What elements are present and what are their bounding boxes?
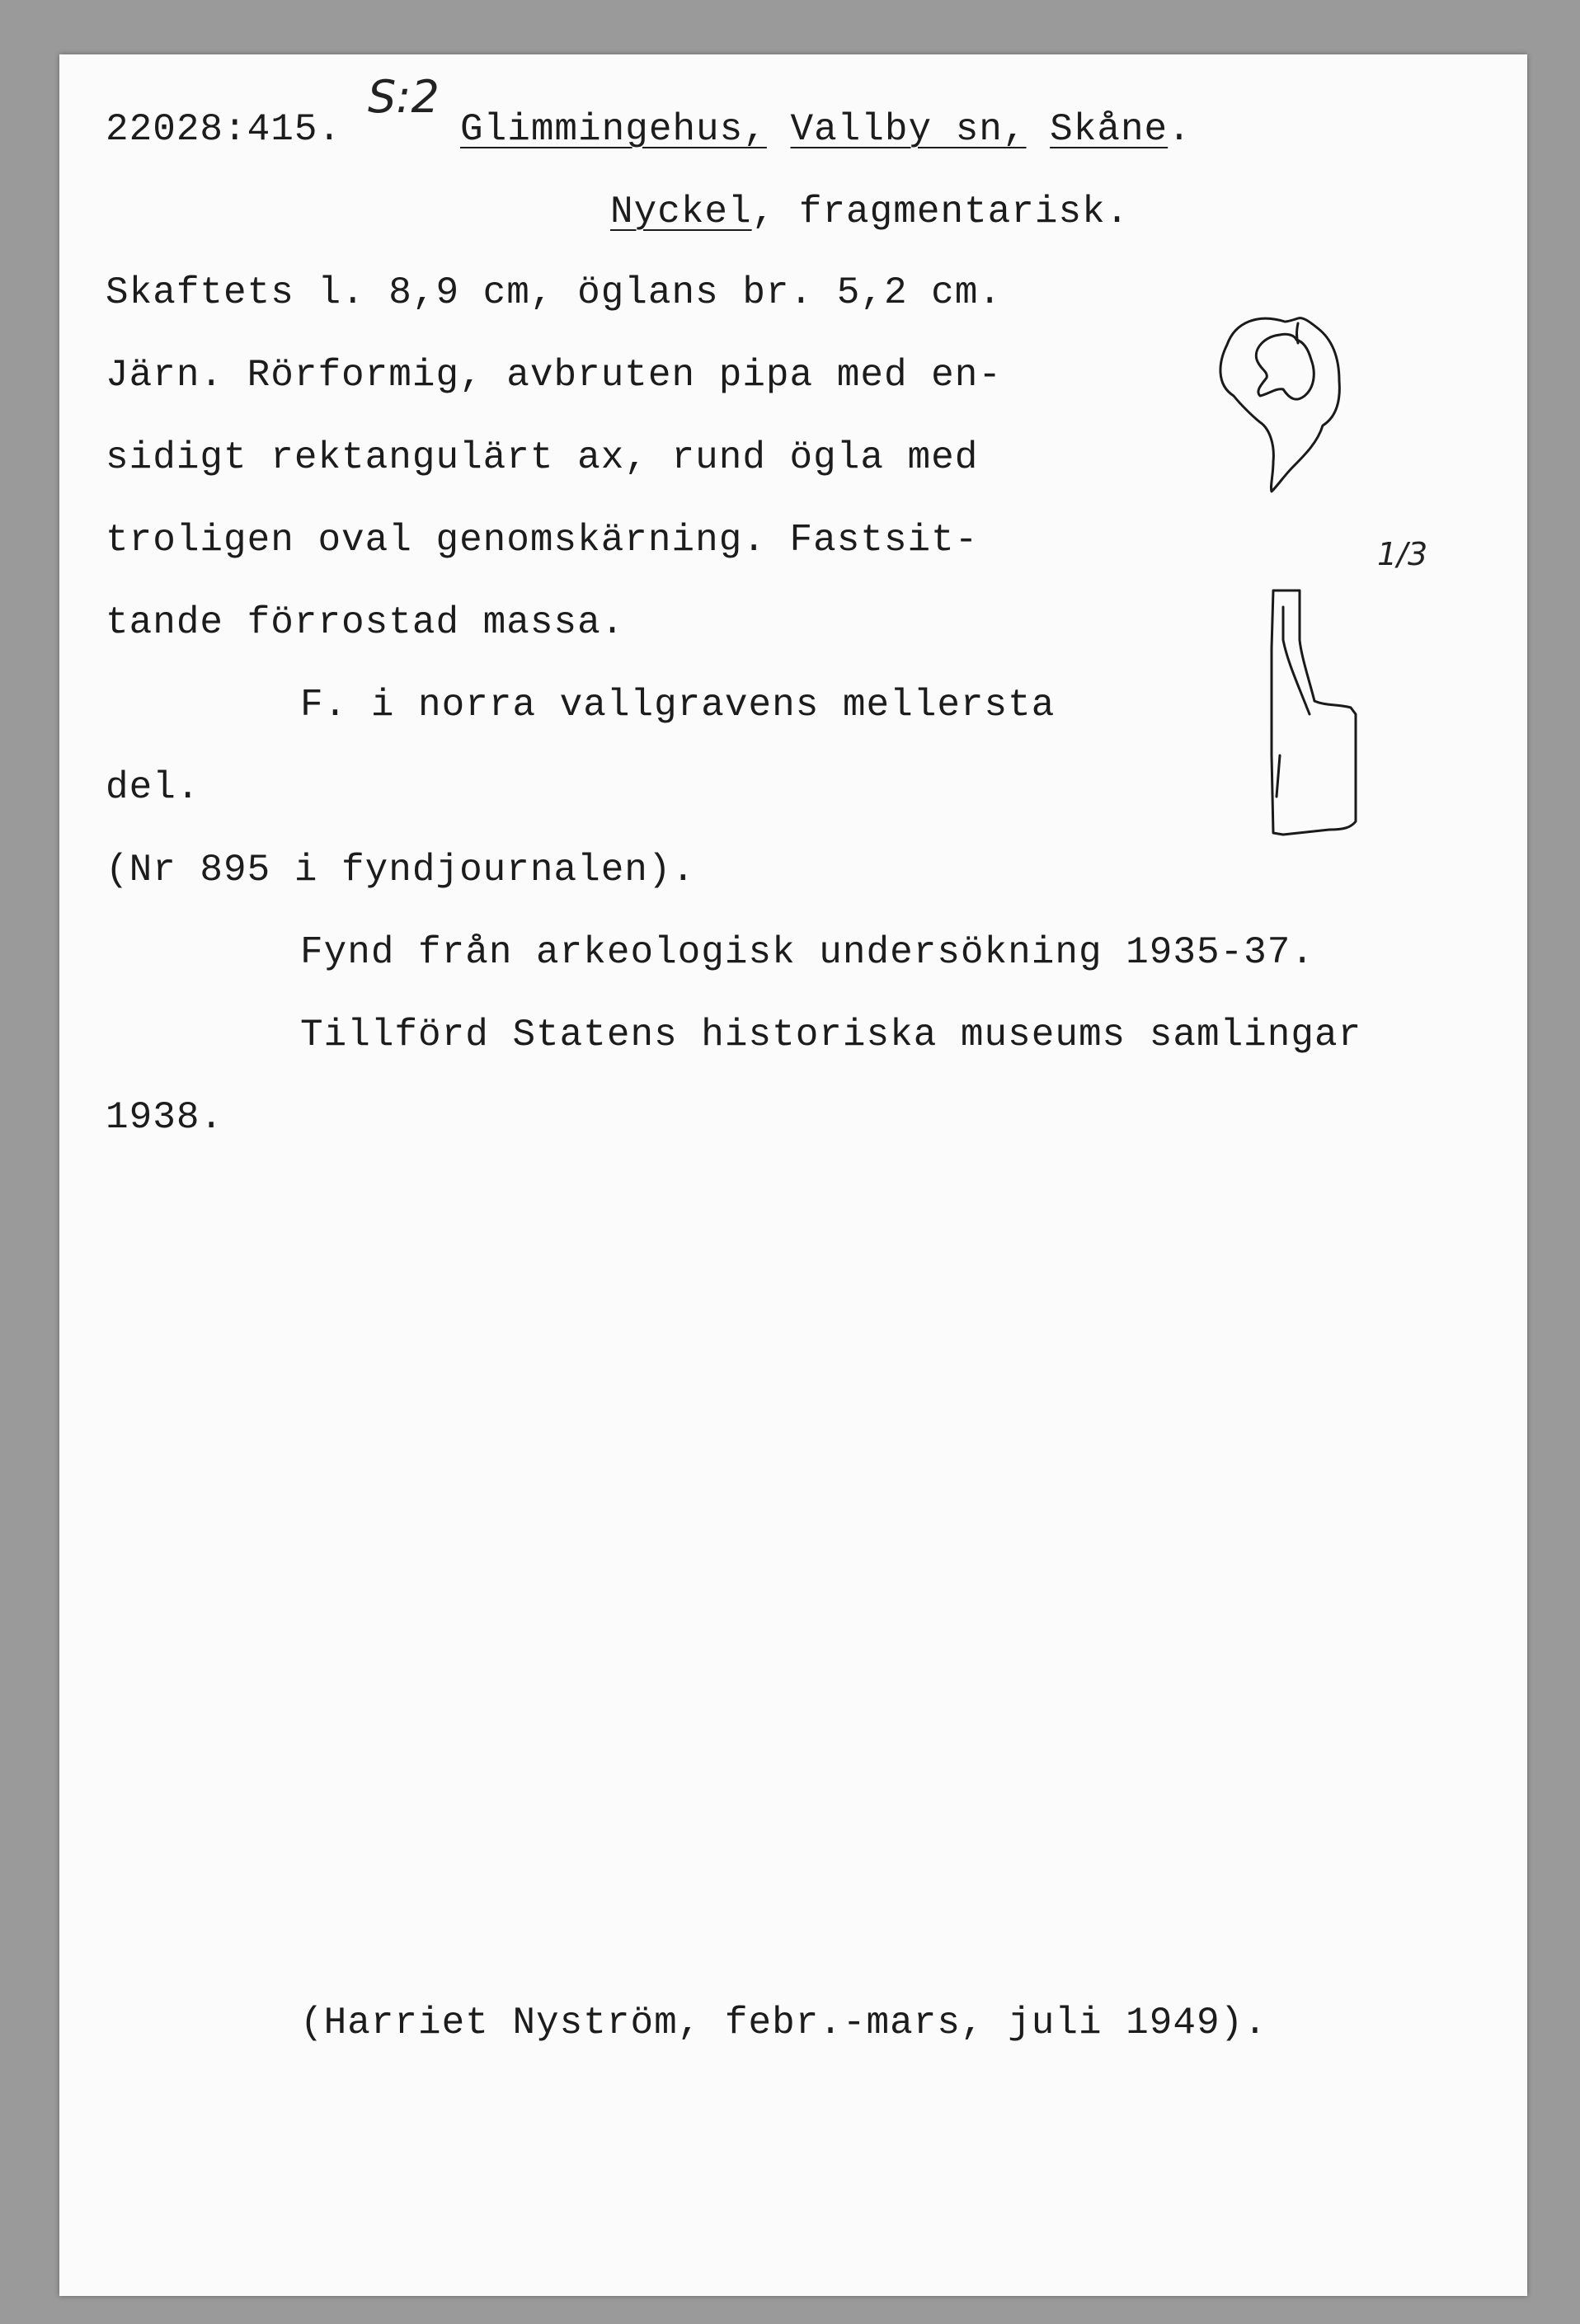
key-drawing (1194, 294, 1408, 854)
province-name: Skåne (1050, 108, 1169, 151)
accession-year: 1938. (106, 1096, 224, 1139)
journal-reference: (Nr 895 i fyndjournalen). (106, 849, 696, 891)
findspot-line: del. (106, 766, 200, 809)
parish-name: Vallby sn, (790, 108, 1027, 151)
description-line: Skaftets l. 8,9 cm, öglans br. 5,2 cm. (106, 271, 1002, 314)
description-line: troligen oval genomskärning. Fastsit- (106, 519, 979, 562)
accession-note: Tillförd Statens historiska museums samlingar (300, 1014, 1362, 1056)
handwritten-code: S:2 (368, 71, 440, 123)
site-heading (460, 108, 1192, 151)
description-line: tande förrostad massa. (106, 601, 625, 644)
catalog-card (59, 54, 1527, 2296)
description-line: Järn. Rörformig, avbruten pipa med en- (106, 354, 1002, 397)
findspot-line: F. i norra vallgravens mellersta (300, 684, 1056, 727)
catalog-number: 22028:415. (106, 108, 342, 151)
cataloguer-signature: (Harriet Nyström, febr.-mars, juli 1949). (300, 2002, 1267, 2044)
site-period: . (1168, 108, 1192, 151)
object-heading (610, 193, 1129, 231)
site-name: Glimmingehus, (460, 108, 767, 151)
scale-note: 1/3 (1377, 536, 1428, 572)
excavation-note: Fynd från arkeologisk undersökning 1935-37. (300, 931, 1314, 974)
object-qualifier: , fragmentarisk. (751, 191, 1130, 233)
description-line: sidigt rektangulärt ax, rund ögla med (106, 436, 979, 479)
object-name: Nyckel (610, 191, 752, 233)
